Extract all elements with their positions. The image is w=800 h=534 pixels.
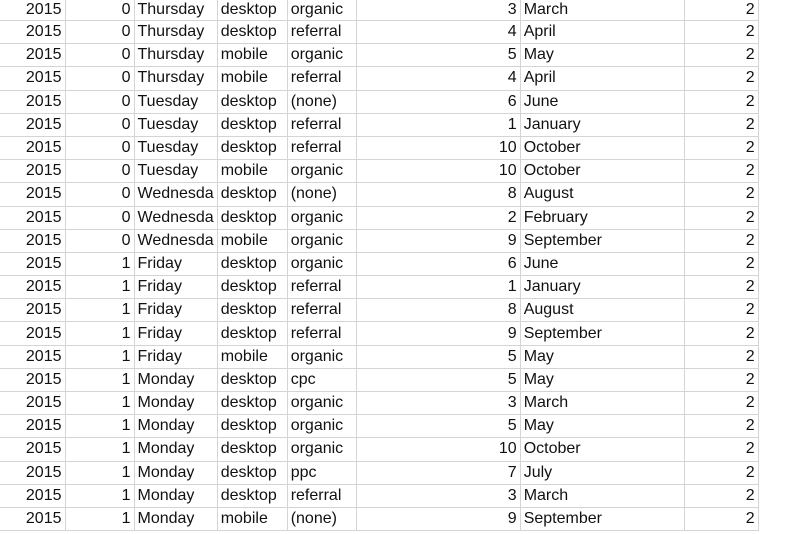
cell-year[interactable]: 2015: [0, 136, 65, 159]
cell-flag[interactable]: 1: [65, 438, 134, 461]
cell-flag[interactable]: 1: [65, 252, 134, 275]
cell-device[interactable]: desktop: [217, 438, 287, 461]
cell-source[interactable]: cpc: [287, 368, 356, 391]
cell-count[interactable]: 2: [684, 345, 758, 368]
cell-month[interactable]: January: [520, 113, 684, 136]
cell-year[interactable]: 2015: [0, 484, 65, 507]
cell-count[interactable]: 2: [684, 252, 758, 275]
cell-flag[interactable]: 0: [65, 113, 134, 136]
cell-device[interactable]: desktop: [217, 183, 287, 206]
cell-month-number[interactable]: 6: [356, 90, 520, 113]
cell-flag[interactable]: 0: [65, 160, 134, 183]
cell-year[interactable]: 2015: [0, 345, 65, 368]
cell-weekday[interactable]: Wednesda: [134, 183, 217, 206]
cell-count[interactable]: 2: [684, 206, 758, 229]
cell-device[interactable]: desktop: [217, 276, 287, 299]
cell-flag[interactable]: 0: [65, 0, 134, 21]
cell-weekday[interactable]: Monday: [134, 368, 217, 391]
cell-year[interactable]: 2015: [0, 67, 65, 90]
cell-count[interactable]: 2: [684, 484, 758, 507]
cell-device[interactable]: desktop: [217, 392, 287, 415]
cell-flag[interactable]: 1: [65, 415, 134, 438]
cell-flag[interactable]: 0: [65, 229, 134, 252]
cell-count[interactable]: 2: [684, 507, 758, 530]
cell-source[interactable]: ppc: [287, 461, 356, 484]
cell-source[interactable]: (none): [287, 90, 356, 113]
table-row: [0, 67, 758, 90]
cell-flag[interactable]: 1: [65, 299, 134, 322]
cell-count[interactable]: 2: [684, 392, 758, 415]
cell-count[interactable]: 2: [684, 322, 758, 345]
cell-source[interactable]: organic: [287, 206, 356, 229]
cell-year[interactable]: 2015: [0, 0, 65, 21]
cell-weekday[interactable]: Tuesday: [134, 90, 217, 113]
cell-month[interactable]: August: [520, 299, 684, 322]
cell-source[interactable]: organic: [287, 229, 356, 252]
cell-count[interactable]: 2: [684, 160, 758, 183]
cell-month-number[interactable]: 8: [356, 299, 520, 322]
cell-flag[interactable]: 1: [65, 322, 134, 345]
cell-month[interactable]: June: [520, 90, 684, 113]
cell-flag[interactable]: 0: [65, 136, 134, 159]
cell-month-number[interactable]: 1: [356, 276, 520, 299]
cell-month[interactable]: May: [520, 345, 684, 368]
table-row: [0, 438, 758, 461]
cell-year[interactable]: 2015: [0, 507, 65, 530]
cell-month-number[interactable]: 4: [356, 67, 520, 90]
table-row: [0, 136, 758, 159]
cell-flag[interactable]: 0: [65, 44, 134, 67]
cell-device[interactable]: desktop: [217, 484, 287, 507]
cell-year[interactable]: 2015: [0, 229, 65, 252]
cell-source[interactable]: (none): [287, 507, 356, 530]
cell-year[interactable]: 2015: [0, 392, 65, 415]
cell-month-number[interactable]: 5: [356, 44, 520, 67]
cell-flag[interactable]: 1: [65, 484, 134, 507]
cell-weekday[interactable]: Thursday: [134, 21, 217, 44]
cell-month-number[interactable]: 5: [356, 345, 520, 368]
cell-count[interactable]: 2: [684, 415, 758, 438]
cell-month[interactable]: January: [520, 276, 684, 299]
cell-month[interactable]: October: [520, 136, 684, 159]
cell-source[interactable]: referral: [287, 136, 356, 159]
cell-year[interactable]: 2015: [0, 113, 65, 136]
cell-flag[interactable]: 1: [65, 368, 134, 391]
cell-weekday[interactable]: Monday: [134, 484, 217, 507]
cell-device[interactable]: mobile: [217, 67, 287, 90]
cell-month[interactable]: October: [520, 160, 684, 183]
cell-month-number[interactable]: 3: [356, 0, 520, 21]
cell-flag[interactable]: 1: [65, 392, 134, 415]
cell-device[interactable]: mobile: [217, 345, 287, 368]
cell-year[interactable]: 2015: [0, 206, 65, 229]
cell-month[interactable]: May: [520, 368, 684, 391]
cell-month[interactable]: April: [520, 21, 684, 44]
cell-month[interactable]: May: [520, 415, 684, 438]
table-row: [0, 90, 758, 113]
cell-source[interactable]: referral: [287, 21, 356, 44]
cell-count[interactable]: 2: [684, 90, 758, 113]
cell-source[interactable]: referral: [287, 276, 356, 299]
cell-device[interactable]: desktop: [217, 415, 287, 438]
table-row: [0, 368, 758, 391]
cell-year[interactable]: 2015: [0, 90, 65, 113]
cell-month[interactable]: February: [520, 206, 684, 229]
cell-year[interactable]: 2015: [0, 415, 65, 438]
cell-flag[interactable]: 0: [65, 206, 134, 229]
cell-month-number[interactable]: 7: [356, 461, 520, 484]
table-row: [0, 44, 758, 67]
cell-year[interactable]: 2015: [0, 160, 65, 183]
cell-device[interactable]: desktop: [217, 206, 287, 229]
table-row: [0, 415, 758, 438]
cell-month-number[interactable]: 9: [356, 507, 520, 530]
cell-weekday[interactable]: Friday: [134, 322, 217, 345]
cell-year[interactable]: 2015: [0, 461, 65, 484]
cell-month-number[interactable]: 9: [356, 322, 520, 345]
table-row: [0, 183, 758, 206]
cell-source[interactable]: referral: [287, 67, 356, 90]
cell-year[interactable]: 2015: [0, 252, 65, 275]
cell-weekday[interactable]: Monday: [134, 415, 217, 438]
table-row: [0, 276, 758, 299]
table-row: [0, 229, 758, 252]
cell-month[interactable]: March: [520, 0, 684, 21]
table-row: [0, 113, 758, 136]
table-row: [0, 322, 758, 345]
cell-count[interactable]: 2: [684, 136, 758, 159]
cell-count[interactable]: 2: [684, 461, 758, 484]
cell-month[interactable]: April: [520, 67, 684, 90]
cell-month[interactable]: March: [520, 484, 684, 507]
cell-source[interactable]: referral: [287, 113, 356, 136]
cell-weekday[interactable]: Thursday: [134, 67, 217, 90]
table-row: [0, 461, 758, 484]
cell-device[interactable]: desktop: [217, 0, 287, 21]
cell-month-number[interactable]: 8: [356, 183, 520, 206]
cell-weekday[interactable]: Wednesda: [134, 206, 217, 229]
cell-device[interactable]: desktop: [217, 136, 287, 159]
cell-device[interactable]: mobile: [217, 44, 287, 67]
table-row: [0, 345, 758, 368]
cell-year[interactable]: 2015: [0, 368, 65, 391]
cell-month-number[interactable]: 1: [356, 113, 520, 136]
cell-count[interactable]: 2: [684, 44, 758, 67]
cell-weekday[interactable]: Monday: [134, 392, 217, 415]
cell-weekday[interactable]: Friday: [134, 345, 217, 368]
cell-flag[interactable]: 0: [65, 90, 134, 113]
cell-month-number[interactable]: 2: [356, 206, 520, 229]
cell-source[interactable]: organic: [287, 0, 356, 21]
cell-weekday[interactable]: Monday: [134, 438, 217, 461]
cell-device[interactable]: desktop: [217, 368, 287, 391]
cell-source[interactable]: referral: [287, 299, 356, 322]
cell-source[interactable]: referral: [287, 484, 356, 507]
cell-count[interactable]: 2: [684, 299, 758, 322]
cell-month[interactable]: June: [520, 252, 684, 275]
cell-device[interactable]: mobile: [217, 160, 287, 183]
table-row: [0, 0, 758, 21]
table-row: [0, 299, 758, 322]
cell-weekday[interactable]: Thursday: [134, 44, 217, 67]
cell-flag[interactable]: 1: [65, 276, 134, 299]
cell-source[interactable]: referral: [287, 322, 356, 345]
cell-source[interactable]: (none): [287, 183, 356, 206]
cell-month[interactable]: September: [520, 322, 684, 345]
cell-device[interactable]: desktop: [217, 113, 287, 136]
cell-device[interactable]: mobile: [217, 229, 287, 252]
cell-year[interactable]: 2015: [0, 299, 65, 322]
cell-month-number[interactable]: 10: [356, 160, 520, 183]
cell-month-number[interactable]: 4: [356, 21, 520, 44]
cell-month[interactable]: March: [520, 392, 684, 415]
cell-weekday[interactable]: Friday: [134, 252, 217, 275]
cell-weekday[interactable]: Tuesday: [134, 136, 217, 159]
table-row: [0, 206, 758, 229]
cell-month[interactable]: September: [520, 507, 684, 530]
cell-count[interactable]: 2: [684, 368, 758, 391]
cell-flag[interactable]: 0: [65, 67, 134, 90]
cell-device[interactable]: desktop: [217, 322, 287, 345]
cell-count[interactable]: 2: [684, 67, 758, 90]
cell-month-number[interactable]: 3: [356, 392, 520, 415]
cell-source[interactable]: organic: [287, 160, 356, 183]
cell-weekday[interactable]: Monday: [134, 461, 217, 484]
cell-source[interactable]: organic: [287, 44, 356, 67]
cell-weekday[interactable]: Wednesda: [134, 229, 217, 252]
cell-year[interactable]: 2015: [0, 276, 65, 299]
table-row: [0, 252, 758, 275]
cell-device[interactable]: desktop: [217, 461, 287, 484]
cell-weekday[interactable]: Monday: [134, 507, 217, 530]
cell-count[interactable]: 2: [684, 438, 758, 461]
cell-month[interactable]: May: [520, 44, 684, 67]
cell-flag[interactable]: 0: [65, 21, 134, 44]
cell-flag[interactable]: 0: [65, 183, 134, 206]
table-row: [0, 21, 758, 44]
cell-year[interactable]: 2015: [0, 183, 65, 206]
cell-flag[interactable]: 1: [65, 461, 134, 484]
table-row: [0, 392, 758, 415]
cell-count[interactable]: 2: [684, 276, 758, 299]
cell-month-number[interactable]: 9: [356, 229, 520, 252]
cell-source[interactable]: organic: [287, 345, 356, 368]
cell-month[interactable]: July: [520, 461, 684, 484]
cell-weekday[interactable]: Thursday: [134, 0, 217, 21]
cell-source[interactable]: organic: [287, 438, 356, 461]
cell-month-number[interactable]: 5: [356, 368, 520, 391]
cell-year[interactable]: 2015: [0, 44, 65, 67]
cell-count[interactable]: 2: [684, 21, 758, 44]
cell-weekday[interactable]: Tuesday: [134, 113, 217, 136]
cell-month-number[interactable]: 5: [356, 415, 520, 438]
cell-month[interactable]: October: [520, 438, 684, 461]
table-row: [0, 484, 758, 507]
cell-device[interactable]: desktop: [217, 299, 287, 322]
cell-device[interactable]: mobile: [217, 507, 287, 530]
cell-year[interactable]: 2015: [0, 438, 65, 461]
cell-count[interactable]: 2: [684, 113, 758, 136]
cell-source[interactable]: organic: [287, 392, 356, 415]
cell-device[interactable]: desktop: [217, 90, 287, 113]
cell-month[interactable]: August: [520, 183, 684, 206]
cell-year[interactable]: 2015: [0, 322, 65, 345]
cell-weekday[interactable]: Friday: [134, 299, 217, 322]
cell-month-number[interactable]: 10: [356, 438, 520, 461]
cell-month[interactable]: September: [520, 229, 684, 252]
table-row: [0, 160, 758, 183]
cell-year[interactable]: 2015: [0, 21, 65, 44]
cell-device[interactable]: desktop: [217, 21, 287, 44]
cell-count[interactable]: 2: [684, 229, 758, 252]
cell-device[interactable]: desktop: [217, 252, 287, 275]
cell-month-number[interactable]: 10: [356, 136, 520, 159]
cell-weekday[interactable]: Tuesday: [134, 160, 217, 183]
cell-month-number[interactable]: 3: [356, 484, 520, 507]
cell-flag[interactable]: 1: [65, 507, 134, 530]
cell-source[interactable]: organic: [287, 252, 356, 275]
cell-flag[interactable]: 1: [65, 345, 134, 368]
cell-source[interactable]: organic: [287, 415, 356, 438]
cell-count[interactable]: 2: [684, 0, 758, 21]
cell-month-number[interactable]: 6: [356, 252, 520, 275]
cell-count[interactable]: 2: [684, 183, 758, 206]
cell-weekday[interactable]: Friday: [134, 276, 217, 299]
table-row: [0, 507, 758, 530]
